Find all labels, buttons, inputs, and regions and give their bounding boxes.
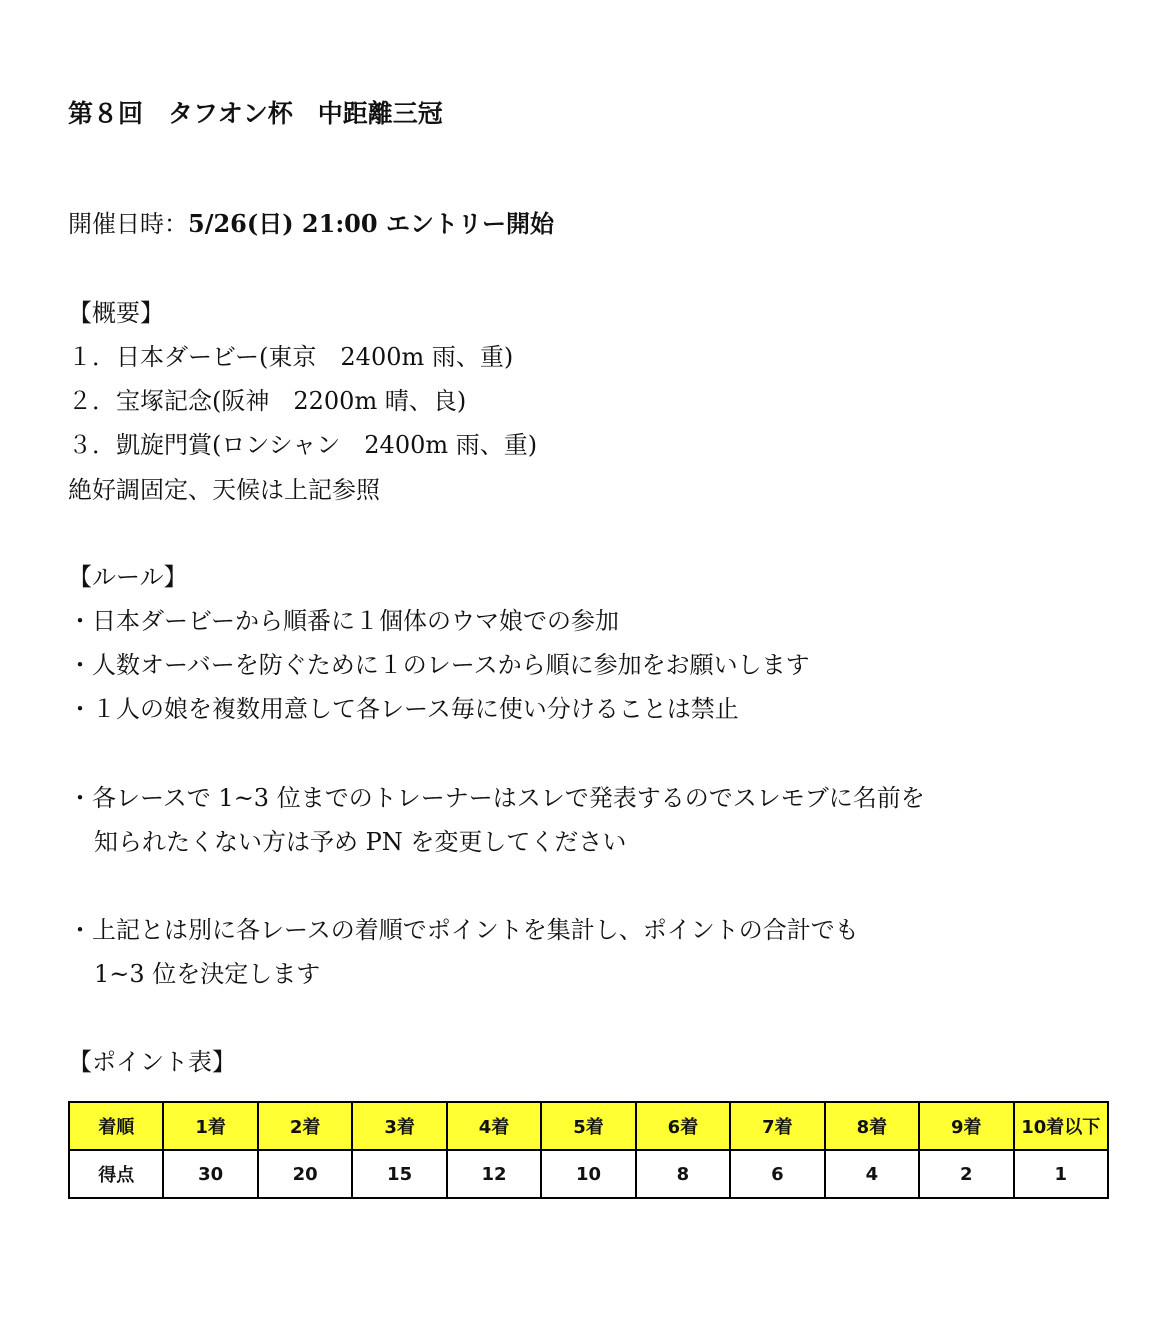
rule-item-1: ・日本ダービーから順番に１個体のウマ娘での参加 bbox=[68, 607, 620, 635]
header-cell-10-below: 10着以下 bbox=[1014, 1102, 1108, 1150]
rule-points-line-2: 1~3 位を決定します bbox=[94, 960, 321, 988]
header-cell-3: 3着 bbox=[352, 1102, 446, 1150]
score-cell-6: 8 bbox=[636, 1150, 730, 1198]
score-cell-label: 得点 bbox=[69, 1150, 163, 1198]
overview-race-3: ３．凱旋門賞(ロンシャン 2400m 雨、重) bbox=[68, 431, 538, 459]
score-cell-8: 4 bbox=[825, 1150, 919, 1198]
score-cell-3: 15 bbox=[352, 1150, 446, 1198]
rule-item-3: ・１人の娘を複数用意して各レース毎に使い分けることは禁止 bbox=[68, 695, 739, 723]
rule-item-2: ・人数オーバーを防ぐために１のレースから順に参加をお願いします bbox=[68, 651, 810, 679]
header-cell-5: 5着 bbox=[541, 1102, 635, 1150]
schedule-label: 開催日時： bbox=[68, 210, 188, 238]
schedule-line bbox=[68, 209, 554, 239]
header-cell-7: 7着 bbox=[730, 1102, 824, 1150]
overview-note: 絶好調固定、天候は上記参照 bbox=[68, 476, 380, 504]
score-cell-5: 10 bbox=[541, 1150, 635, 1198]
rule-announce-line-1: ・各レースで 1~3 位までのトレーナーはスレで発表するのでスレモブに名前を bbox=[68, 784, 925, 812]
points-table-score-row bbox=[69, 1150, 1108, 1198]
score-cell-2: 20 bbox=[258, 1150, 352, 1198]
header-cell-2: 2着 bbox=[258, 1102, 352, 1150]
page-title: 第８回 タフオン杯 中距離三冠 bbox=[68, 99, 443, 128]
score-cell-10-below: 1 bbox=[1014, 1150, 1108, 1198]
header-cell-4: 4着 bbox=[447, 1102, 541, 1150]
score-cell-9: 2 bbox=[919, 1150, 1013, 1198]
header-cell-9: 9着 bbox=[919, 1102, 1013, 1150]
overview-race-2: ２．宝塚記念(阪神 2200m 晴、良) bbox=[68, 387, 467, 415]
overview-heading: 【概要】 bbox=[68, 299, 164, 327]
header-cell-6: 6着 bbox=[636, 1102, 730, 1150]
score-cell-1: 30 bbox=[163, 1150, 257, 1198]
overview-race-1: １．日本ダービー(東京 2400m 雨、重) bbox=[68, 343, 514, 371]
points-table-heading: 【ポイント表】 bbox=[68, 1048, 236, 1076]
header-cell-rank-label: 着順 bbox=[69, 1102, 163, 1150]
points-table-header-row bbox=[69, 1102, 1108, 1150]
schedule-value: 5/26(日) 21:00 エントリー開始 bbox=[188, 209, 554, 238]
rule-announce-line-2: 知られたくない方は予め PN を変更してください bbox=[94, 828, 627, 856]
score-cell-4: 12 bbox=[447, 1150, 541, 1198]
rule-points-line-1: ・上記とは別に各レースの着順でポイントを集計し、ポイントの合計でも bbox=[68, 916, 859, 944]
rules-heading: 【ルール】 bbox=[68, 563, 188, 591]
header-cell-1: 1着 bbox=[163, 1102, 257, 1150]
header-cell-8: 8着 bbox=[825, 1102, 919, 1150]
points-table bbox=[68, 1101, 1109, 1199]
score-cell-7: 6 bbox=[730, 1150, 824, 1198]
